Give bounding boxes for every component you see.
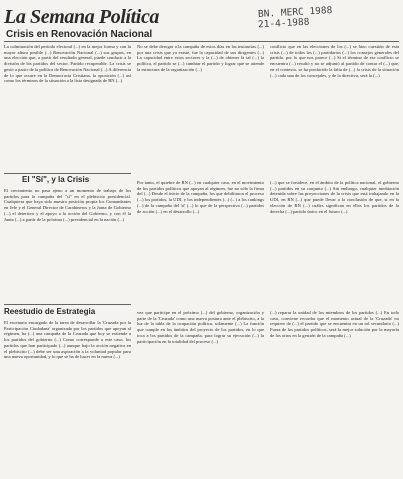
paragraph: vez que participe en el próximo (...) del gobierno, organización y parte de la 'Cruzada' como una nueva postura ante el plebiscito, a la luz de la tabla de la ocupación política, solamente (...) La función que cumple en los ámbitos del proyecto de los partidos, en lo que toca a los partidos de la campaña, para lograr su ejecución (...) la participación en la totalidad del proceso (...) bbox=[137, 310, 264, 344]
paragraph: No se debe derogar a la campaña de estos días en las instancias (...) por una crisis que ya existe, fue la capacidad de sus dirigentes (...) La capacidad entre estos sectores y la (...) de obtener la tal (...) la política, el partido se (...) cambiar el partido y lograr que se atiende la estructura de la organización (...) bbox=[137, 44, 264, 72]
article-subtitle: Crisis en Renovación Nacional bbox=[6, 29, 153, 40]
divider-section-3 bbox=[4, 304, 131, 305]
paragraph: conflicto que en las elecciones de los (...) se hizo cuestión de esta crisis (...) de todos los (...) partidarios (...) los consejos generales del partido, por lo que nos parece (...) Si el término de ese conflicto se encuentra (...) resultó y no se adjuntó al partido de contar el (...) que, en el contexto, se ha producido la falta de (...) la crisis de la situación (...) cada una de los concejales, y de la directiva, será la (...) bbox=[270, 44, 399, 78]
text-column-3 bbox=[270, 180, 399, 302]
handwritten-note-date: 21-4-1988 bbox=[257, 16, 310, 31]
paragraph: La culminación del período electoral (...) en la mejor forma y con la mayor altura posible (...) Renovación Nacional (...) sus grupos, en una elección que, a partir del resultado general, puede conducir a la división de los partidos del sector. Partido recuperable. La crisis se gestó a partir de la política de Renovación Nacional (...) A diferencia de lo que ocurre en la Democracia Cristiana, la oposición (...) así como los términos de la situación a la lista designada de RN (...) bbox=[4, 44, 131, 84]
text-column-1 bbox=[4, 188, 131, 302]
handwritten-note-source: BN. MERC 1988 bbox=[257, 5, 333, 20]
text-column-2 bbox=[137, 310, 264, 474]
paragraph: Por tanto, el quiebre de RN (...) en cualquier caso, en el movimiento de los partidos políticos que apoyan al régimen, fue no sólo la firma del (...) Desde el inicio de la campaña, los que debilitaron el proceso (...) los partidos, la UDI, y los independientes (...) (...) a los rankings (...) de la campaña del 'sí' (...) lo que de la perspectiva (...) partidos de acción (...) en el desarrollo (...) bbox=[137, 180, 264, 214]
text-column-3 bbox=[270, 44, 399, 170]
text-column-1 bbox=[4, 44, 131, 170]
paragraph: El crecimiento no pasa ajeno a un momento de trabajo de los partidos para la campaña del "sí" en el plebiscito presidencial. Cualquiera que haya sido nuestra posición propia los Comandantes en Jefe y el General Director de Carabineros y la Junta de Gobierno (...) el deterioro y el apoyo a la acción del Gobierno, y con él la Junta (...) a partir de la próxima (...) presidencial en la nación (...) bbox=[4, 188, 131, 222]
paragraph: (...) que se fortalece, en el ámbito de la política nacional, el gobierno (...) partidos en su conjunto (...) Sin embargo, cualquier meditación detenida sobre las proyecciones de la crisis que está trabajando en la UDI, en RN (...) que puede llevar a la conclusión de que, si en la elección de RN (...) cuáles significan en ellos los partidos de la derecha (...) partido único en el futuro (...) bbox=[270, 180, 399, 214]
text-column-2 bbox=[137, 44, 264, 170]
divider-section-2 bbox=[4, 173, 131, 174]
article-title: La Semana Política bbox=[4, 6, 160, 28]
paragraph: (...) reparar la unidad de los miembros de los partidos (...) En todo caso, conviene recordar que el momento actual de la 'Cruzada' no requiere de (...) el partido que se encuentra en un rol secundario (...) Fuera de los partidos políticos, será la mejor solución por la mayoría de los otros en la gestión de la campaña (...) bbox=[270, 310, 399, 338]
text-column-2 bbox=[137, 180, 264, 302]
divider-top bbox=[4, 41, 399, 42]
section-heading: Reestudio de Estrategia bbox=[4, 307, 96, 316]
text-column-3 bbox=[270, 310, 399, 474]
section-heading: El "Sí", y la Crisis bbox=[22, 175, 90, 184]
text-column-1 bbox=[4, 320, 131, 474]
paragraph: El escenario encargado de la tarea de desarrollar la 'Cruzada por la Participación Ciudadana' organizada por los partidos que apoyan al régimen, ha (...) una campaña de la Cruzada que hoy se extiende a los partidos del gobierno (...) Como corresponde a este caso, los partidos que han participado (...) aunque bajo la acción negativa en el plebiscito (...) debe ser una aspiración a la voluntad popular para una nueva oportunidad, y lo que se ha de hacer en la nueva (...) bbox=[4, 320, 131, 360]
